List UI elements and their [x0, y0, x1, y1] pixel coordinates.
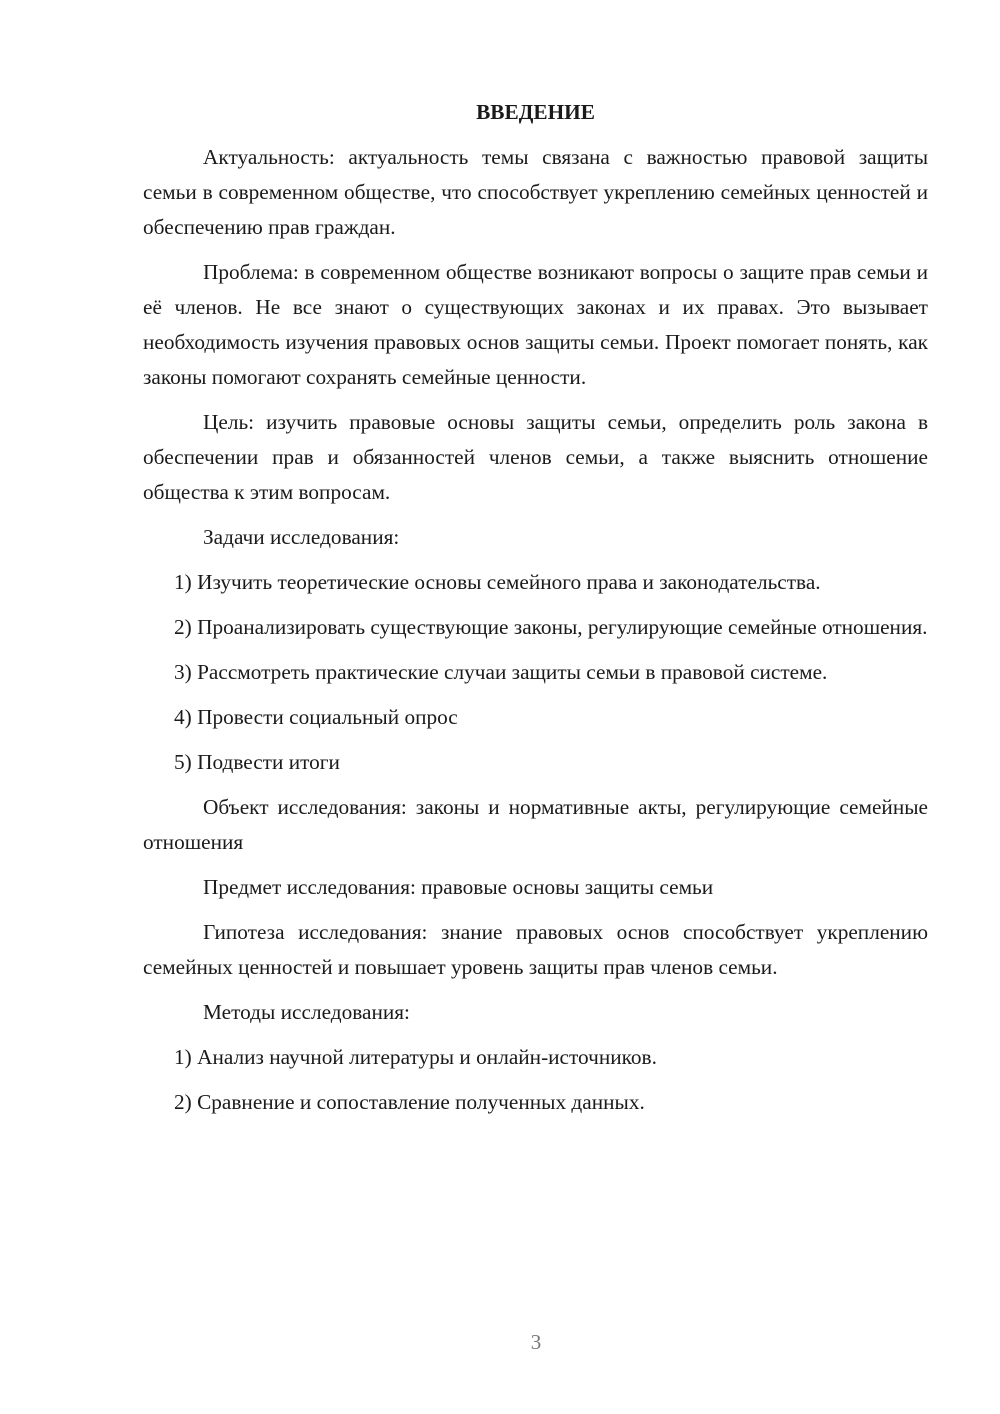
task-item: 4) Провести социальный опрос	[174, 705, 458, 729]
paragraph-problem: Проблема: в современном обществе возникают вопросы о защите прав семьи и её членов. Не все знают о существующих законах и их правах. Это вызывает необходимость изучения правовых основ защиты семьи. Проект помогает понять, как законы помогают сохранять семейные ценности.	[143, 260, 928, 389]
paragraph-subject: Предмет исследования: правовые основы защиты семьи	[203, 875, 714, 899]
task-item: 3) Рассмотреть практические случаи защиты семьи в правовой системе.	[174, 660, 828, 684]
page-number: 3	[530, 1330, 542, 1354]
task-item: 5) Подвести итоги	[174, 750, 340, 774]
paragraph-hypothesis: Гипотеза исследования: знание правовых основ способствует укреплению семейных ценностей и повышает уровень защиты прав членов семьи.	[143, 920, 928, 979]
method-item: 2) Сравнение и сопоставление полученных данных.	[174, 1090, 645, 1114]
page-heading: ВВЕДЕНИЕ	[476, 100, 595, 124]
task-item: 1) Изучить теоретические основы семейного права и законодательства.	[174, 570, 821, 594]
paragraph-methods-title: Методы исследования:	[203, 1000, 410, 1024]
paragraph-tasks-title: Задачи исследования:	[203, 525, 400, 549]
page-content	[143, 95, 928, 1130]
paragraph-relevance: Актуальность: актуальность темы связана с важностью правовой защиты семьи в современном обществе, что способствует укреплению семейных ценностей и обеспечению прав граждан.	[143, 145, 928, 239]
method-item: 1) Анализ научной литературы и онлайн-источников.	[174, 1045, 657, 1069]
paragraph-object: Объект исследования: законы и нормативные акты, регулирующие семейные отношения	[143, 795, 928, 854]
paragraph-goal: Цель: изучить правовые основы защиты семьи, определить роль закона в обеспечении прав и обязанностей членов семьи, а также выяснить отношение общества к этим вопросам.	[143, 410, 928, 504]
task-item: 2) Проанализировать существующие законы, регулирующие семейные отношения.	[174, 615, 928, 639]
